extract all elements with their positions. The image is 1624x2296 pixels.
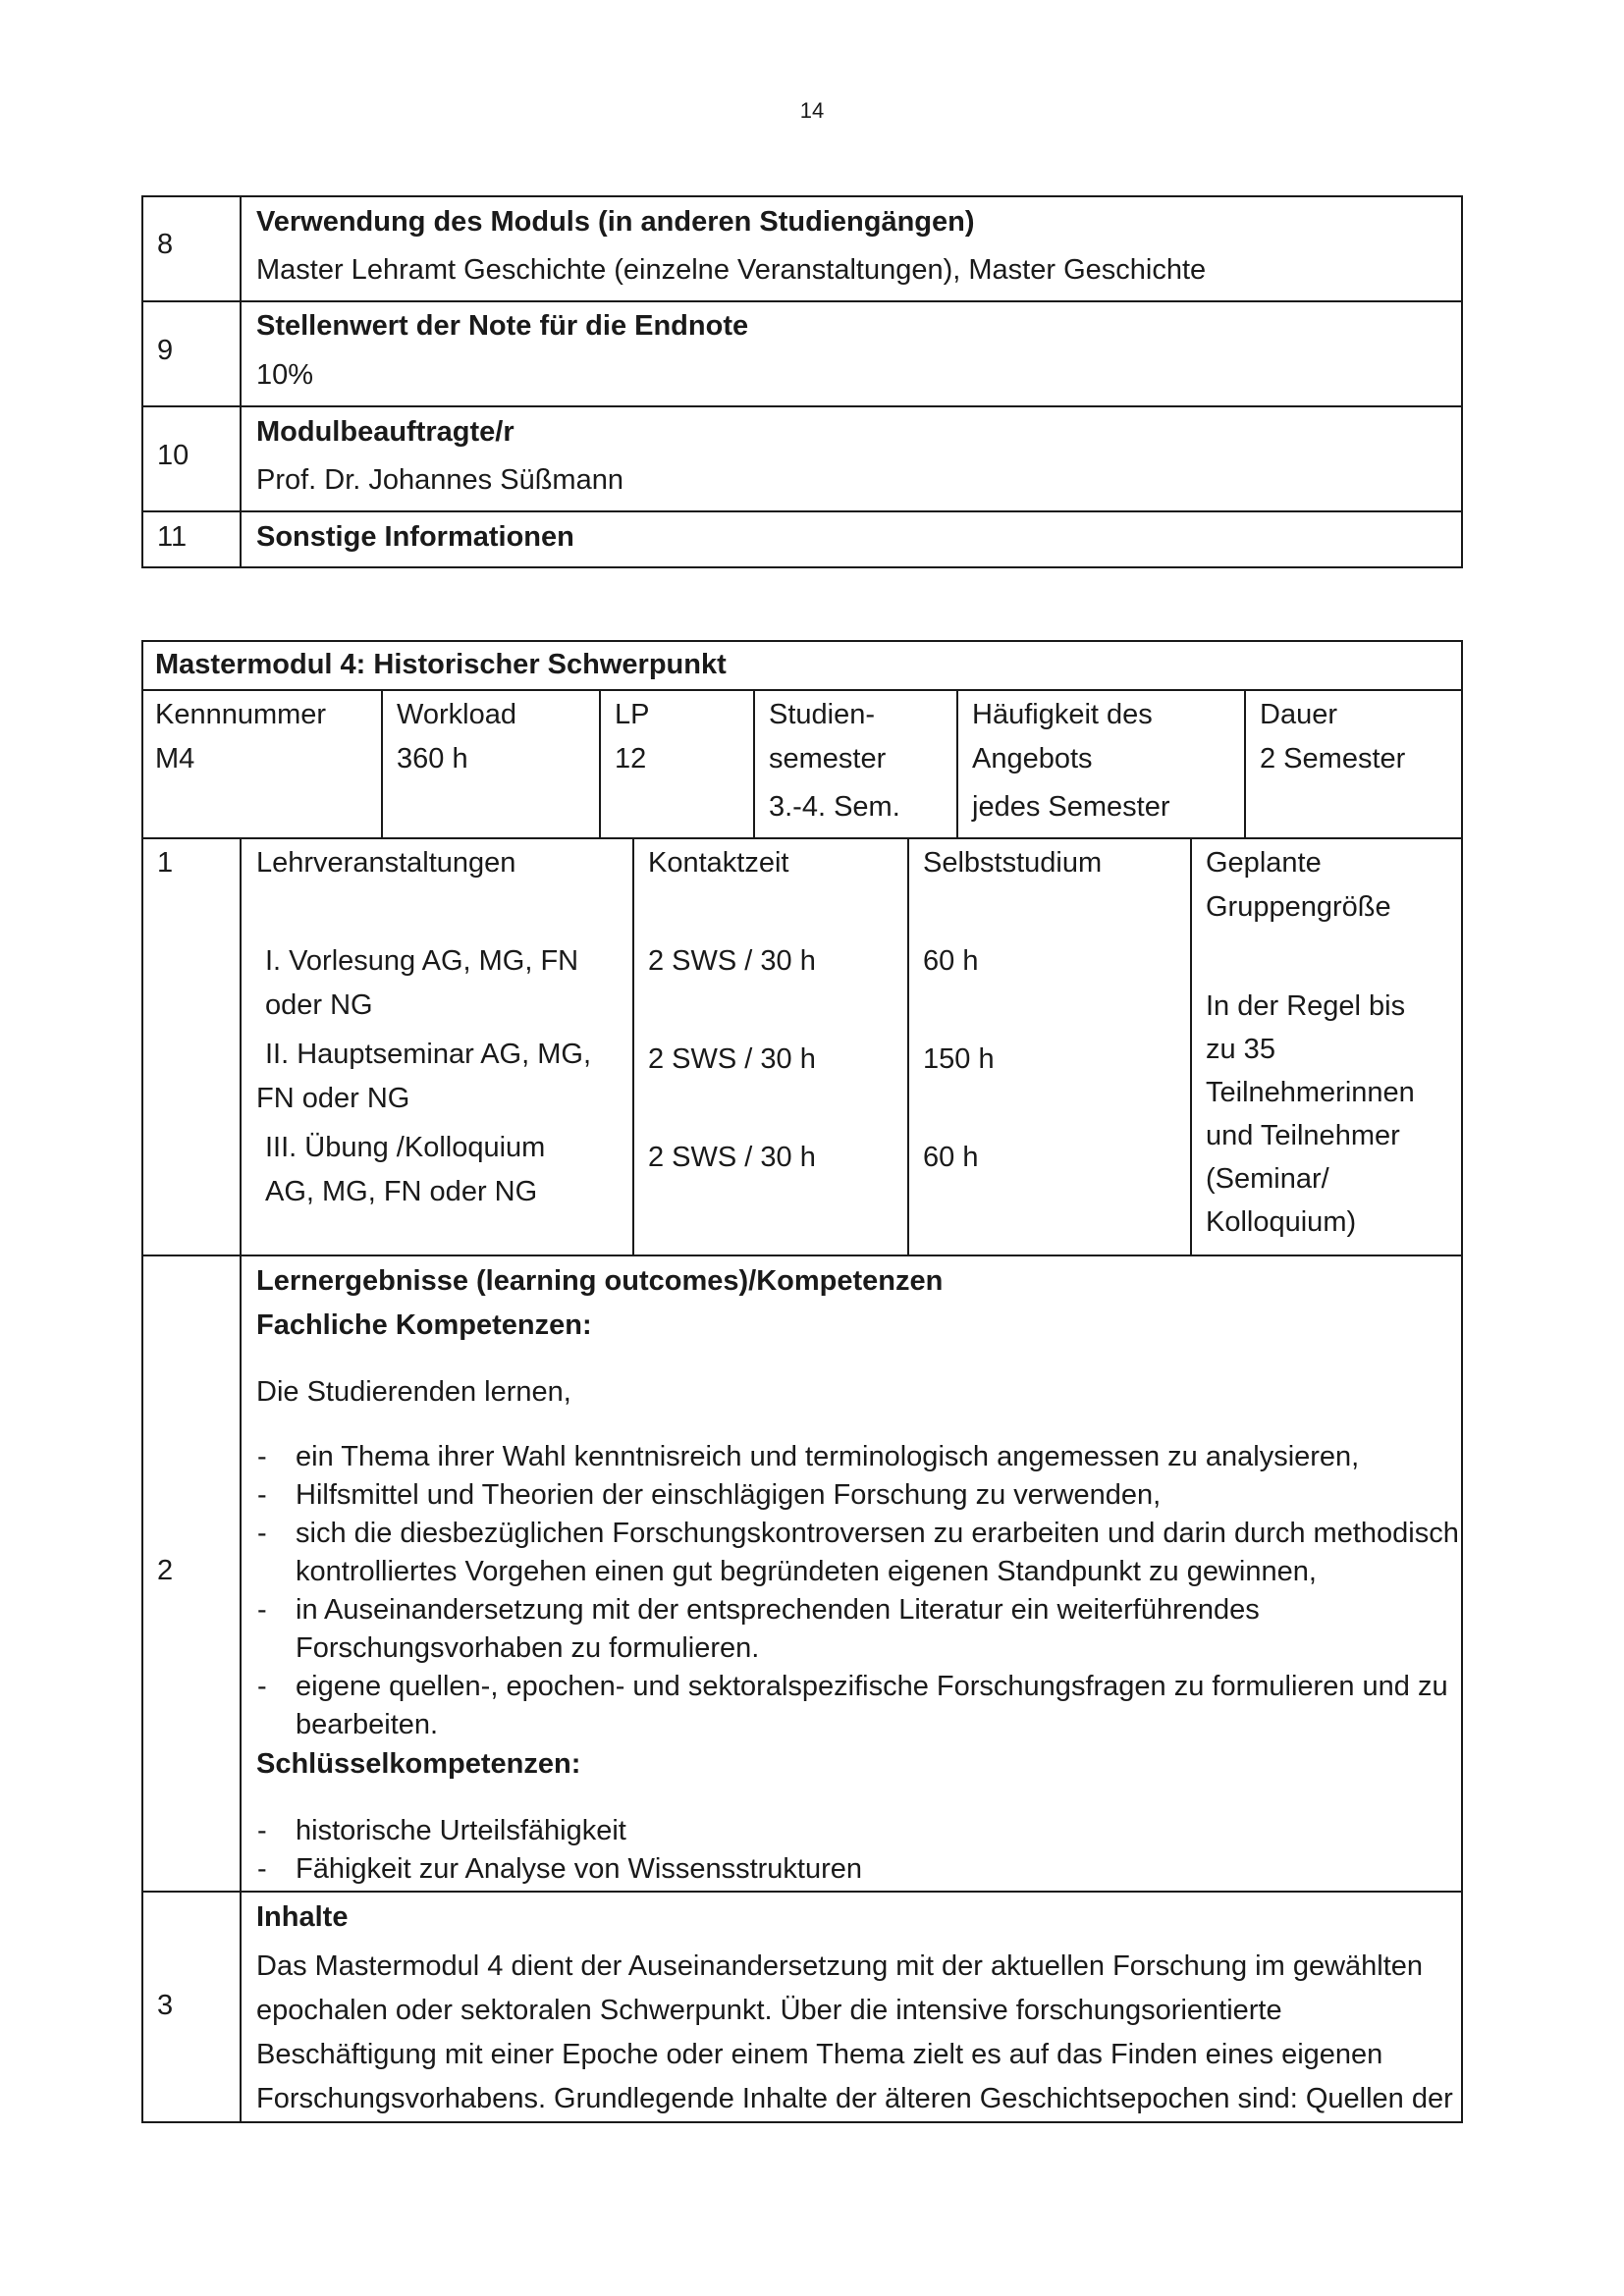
row-text: 10%: [256, 359, 314, 391]
haeufigkeit-label: Angebots: [972, 743, 1093, 774]
course-name: oder NG: [265, 989, 373, 1021]
course-name: I. Vorlesung AG, MG, FN: [265, 945, 579, 977]
learning-outcomes-heading: Lernergebnisse (learning outcomes)/Kompetenzen: [256, 1265, 944, 1297]
studiensemester-value: 3.-4. Sem.: [769, 791, 900, 823]
course-kontaktzeit: 2 SWS / 30 h: [648, 1043, 816, 1075]
lehrveranstaltungen-header: Lehrveranstaltungen: [256, 847, 516, 879]
page-number: 14: [799, 98, 825, 123]
row-number: 8: [157, 229, 174, 260]
haeufigkeit-value: jedes Semester: [972, 791, 1170, 823]
course-selbststudium: 60 h: [923, 1142, 979, 1173]
kennnummer-label: Kennnummer: [155, 699, 327, 730]
dauer-value: 2 Semester: [1260, 743, 1406, 774]
workload-label: Workload: [397, 699, 516, 730]
list-item: sich die diesbezüglichen Forschungskontroversen zu erarbeiten und darin durch methodisch kontrolliertes Vorgehen einen gut begründeten eigenen Standpunkt zu gewinnen,: [296, 1518, 1459, 1587]
module-title: Mastermodul 4: Historischer Schwerpunkt: [155, 649, 727, 680]
row-text: Master Lehramt Geschichte (einzelne Veranstaltungen), Master Geschichte: [256, 254, 1207, 286]
course-kontaktzeit: 2 SWS / 30 h: [648, 1142, 816, 1173]
course-name: AG, MG, FN oder NG: [265, 1176, 538, 1207]
row-text: Prof. Dr. Johannes Süßmann: [256, 464, 623, 496]
inhalte-text: Das Mastermodul 4 dient der Auseinandersetzung mit der aktuellen Forschung im gewählten epochalen oder sektoralen Schwerpunkt. Über die intensive forschungsorientierte Beschäftigung mit einer Epoche oder einem Thema zielt es auf das Finden eines eigenen Forschungsvorhabens. Grundlegende Inhalte der älteren Geschichtsepochen sind: Quellen der: [256, 1950, 1453, 2114]
row-title: Modulbeauftragte/r: [256, 416, 514, 448]
gruppengroesse-text: In der Regel bis zu 35 Teilnehmerinnen und Teilnehmer (Seminar/ Kolloquium): [1206, 990, 1415, 1238]
fachliche-kompetenzen-heading: Fachliche Kompetenzen:: [256, 1309, 592, 1341]
workload-value: 360 h: [397, 743, 468, 774]
lp-label: LP: [615, 699, 650, 730]
list-item: Fähigkeit zur Analyse von Wissensstrukturen: [296, 1853, 863, 1885]
row-number: 10: [157, 440, 189, 471]
row-title: Stellenwert der Note für die Endnote: [256, 310, 749, 342]
studiensemester-label: semester: [769, 743, 887, 774]
row-title: Sonstige Informationen: [256, 521, 574, 553]
list-item: historische Urteilsfähigkeit: [296, 1815, 626, 1846]
kennnummer-value: M4: [155, 743, 195, 774]
row-title: Verwendung des Moduls (in anderen Studiengängen): [256, 206, 975, 238]
list-item: eigene quellen-, epochen- und sektoralspezifische Forschungsfragen zu formulieren und zu bearbeiten.: [296, 1671, 1448, 1740]
row-number: 11: [157, 521, 188, 553]
gruppengroesse-header: Geplante: [1206, 847, 1322, 879]
row-number: 1: [157, 847, 174, 879]
course-name: III. Übung /Kolloquium: [265, 1132, 546, 1163]
course-selbststudium: 150 h: [923, 1043, 995, 1075]
course-kontaktzeit: 2 SWS / 30 h: [648, 945, 816, 977]
row-number: 3: [157, 1990, 174, 2021]
lp-value: 12: [615, 743, 647, 774]
gruppengroesse-header: Gruppengröße: [1206, 891, 1391, 923]
intro-text: Die Studierenden lernen,: [256, 1376, 571, 1408]
course-name: FN oder NG: [256, 1083, 410, 1114]
kontaktzeit-header: Kontaktzeit: [648, 847, 789, 879]
course-name: II. Hauptseminar AG, MG,: [265, 1039, 591, 1070]
list-item: in Auseinandersetzung mit der entsprechenden Literatur ein weiterführendes Forschungsvorhaben zu formulieren.: [296, 1594, 1260, 1664]
haeufigkeit-label: Häufigkeit des: [972, 699, 1153, 730]
list-item: Hilfsmittel und Theorien der einschlägigen Forschung zu verwenden,: [296, 1479, 1162, 1511]
list-item: ein Thema ihrer Wahl kenntnisreich und terminologisch angemessen zu analysieren,: [296, 1441, 1360, 1472]
dauer-label: Dauer: [1260, 699, 1337, 730]
row-number: 2: [157, 1555, 174, 1586]
inhalte-heading: Inhalte: [256, 1901, 349, 1933]
row-number: 9: [157, 335, 174, 366]
studiensemester-label: Studien-: [769, 699, 876, 730]
selbststudium-header: Selbststudium: [923, 847, 1103, 879]
course-selbststudium: 60 h: [923, 945, 979, 977]
schluesselkompetenzen-heading: Schlüsselkompetenzen:: [256, 1748, 581, 1780]
